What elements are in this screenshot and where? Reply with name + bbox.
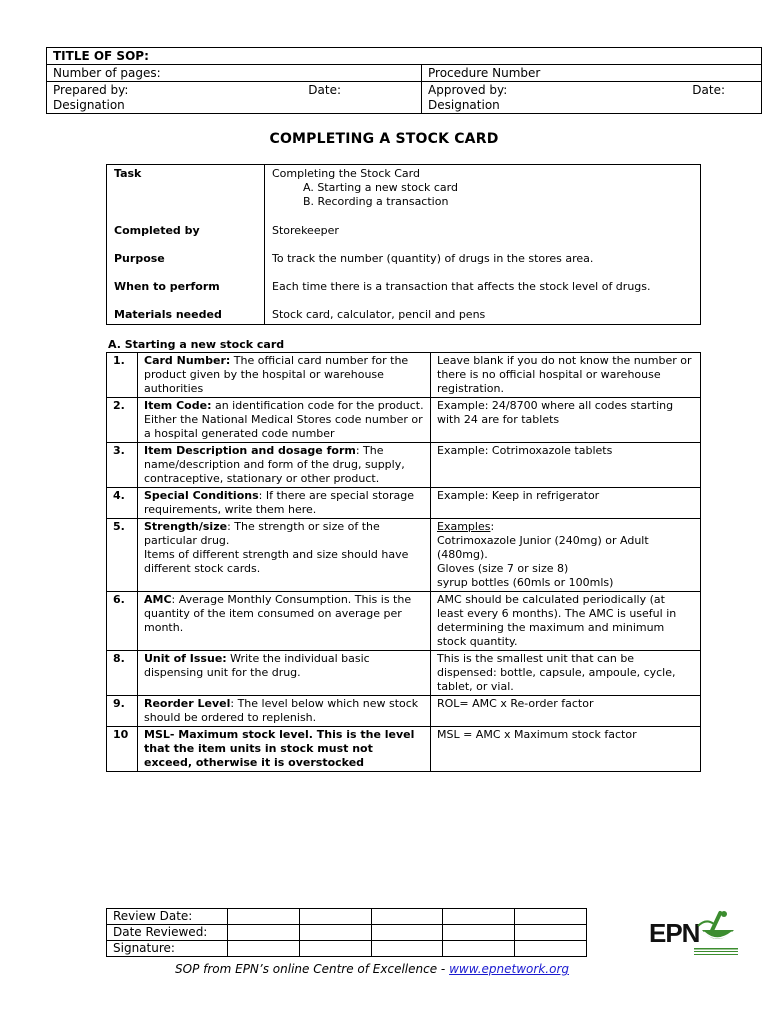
section-a-heading: A. Starting a new stock card	[108, 338, 285, 351]
example-line: syrup bottles (60mls or 100mls)	[437, 576, 614, 589]
table-row	[107, 398, 701, 443]
field-description	[138, 519, 431, 592]
when-to-perform-value: Each time there is a transaction that affects the stock level of drugs.	[272, 280, 651, 293]
field-description	[138, 398, 431, 443]
examples-heading: Examples	[437, 520, 491, 533]
stock-card-fields-table	[106, 352, 701, 772]
table-row	[107, 696, 701, 727]
sop-header-table	[46, 47, 762, 114]
table-row	[107, 488, 701, 519]
prepared-date-label: Date:	[308, 83, 341, 97]
task-sub-a: A. Starting a new stock card	[303, 181, 458, 194]
field-note: Leave blank if you do not know the number or there is no official hospital or warehouse registration.	[431, 353, 701, 398]
field-description	[138, 651, 431, 696]
row-number: 4.	[107, 488, 138, 519]
review-cell[interactable]	[299, 925, 371, 941]
task-value	[272, 167, 693, 224]
table-row	[107, 727, 701, 772]
epn-logo	[648, 908, 740, 958]
table-row	[107, 592, 701, 651]
table-row	[107, 353, 701, 398]
field-term: MSL- Maximum stock level. This is the level that the item units in stock must not exceed, otherwise it is overstocked	[144, 728, 415, 769]
review-cell[interactable]	[443, 925, 515, 941]
field-term: Card Number:	[144, 354, 231, 367]
review-cell[interactable]	[299, 909, 371, 925]
footer-text: SOP from EPN’s online Centre of Excellence -	[175, 962, 450, 976]
when-to-perform-label: When to perform	[114, 280, 220, 293]
review-cell[interactable]	[228, 909, 300, 925]
field-desc: : The name/description and form of the drug, supply, contraceptive, stationary or other product.	[144, 444, 405, 485]
field-note: ROL= AMC x Re-order factor	[431, 696, 701, 727]
field-description	[138, 443, 431, 488]
field-description	[138, 353, 431, 398]
review-cell[interactable]	[371, 925, 443, 941]
field-desc: The official card number for the product given by the hospital or warehouse authorities	[144, 354, 409, 395]
field-description	[138, 592, 431, 651]
row-number: 2.	[107, 398, 138, 443]
designation-left-label: Designation	[53, 98, 125, 112]
completed-by-label: Completed by	[114, 224, 200, 237]
field-desc: : Average Monthly Consumption. This is the quantity of the item consumed on average per month.	[144, 593, 412, 634]
field-term: Item Code:	[144, 399, 212, 412]
completed-by-value: Storekeeper	[272, 224, 339, 237]
page-title: COMPLETING A STOCK CARD	[269, 131, 499, 147]
field-note	[431, 519, 701, 592]
field-note: Example: Cotrimoxazole tablets	[431, 443, 701, 488]
field-description	[138, 488, 431, 519]
field-note: This is the smallest unit that can be dispensed: bottle, capsule, ampoule, cycle, tablet, or vial.	[431, 651, 701, 696]
field-desc: : If there are special storage requirements, write them here.	[144, 489, 415, 516]
review-cell[interactable]	[299, 941, 371, 957]
row-number: 8.	[107, 651, 138, 696]
row-number: 3.	[107, 443, 138, 488]
row-number: 9.	[107, 696, 138, 727]
field-note: MSL = AMC x Maximum stock factor	[431, 727, 701, 772]
procedure-number-label: Procedure Number	[422, 65, 762, 82]
prepared-by-label: Prepared by:	[53, 83, 129, 97]
task-labels-cell	[107, 165, 265, 325]
field-desc: : The strength or size of the particular drug.	[144, 520, 380, 547]
row-number: 5.	[107, 519, 138, 592]
purpose-value: To track the number (quantity) of drugs in the stores area.	[272, 252, 594, 265]
signature-label: Signature:	[107, 941, 228, 957]
task-label: Task	[114, 167, 142, 180]
approved-by-label: Approved by:	[428, 83, 508, 97]
review-cell[interactable]	[371, 909, 443, 925]
footer-note	[175, 962, 569, 976]
review-date-label: Review Date:	[107, 909, 228, 925]
table-row	[107, 443, 701, 488]
field-desc-extra: Items of different strength and size should have different stock cards.	[144, 548, 409, 575]
table-row	[107, 651, 701, 696]
example-line: Gloves (size 7 or size 8)	[437, 562, 569, 575]
row-number: 10	[107, 727, 138, 772]
epn-logo-text: EPN	[649, 918, 700, 948]
field-description	[138, 727, 431, 772]
example-line: Cotrimoxazole Junior (240mg) or Adult (480mg).	[437, 534, 649, 561]
materials-needed-value: Stock card, calculator, pencil and pens	[272, 308, 486, 321]
review-cell[interactable]	[515, 941, 587, 957]
review-cell[interactable]	[228, 925, 300, 941]
date-reviewed-label: Date Reviewed:	[107, 925, 228, 941]
epnetwork-link[interactable]: www.epnetwork.org	[449, 962, 569, 976]
task-sub-b: B. Recording a transaction	[303, 195, 449, 208]
examples-colon: :	[490, 520, 495, 533]
review-cell[interactable]	[371, 941, 443, 957]
prepared-by-cell	[47, 82, 422, 114]
title-of-sop-label: TITLE OF SOP:	[47, 48, 762, 65]
task-values-cell	[265, 165, 701, 325]
purpose-label: Purpose	[114, 252, 165, 265]
designation-right-label: Designation	[428, 98, 500, 112]
approved-by-cell	[422, 82, 762, 114]
table-row	[107, 519, 701, 592]
approved-date-label: Date:	[692, 83, 725, 97]
field-note: AMC should be calculated periodically (at least every 6 months). The AMC is useful in determining the maximum and minimum stock quantity.	[431, 592, 701, 651]
field-description	[138, 696, 431, 727]
review-cell[interactable]	[515, 925, 587, 941]
field-term: Unit of Issue:	[144, 652, 227, 665]
field-note: Example: Keep in refrigerator	[431, 488, 701, 519]
review-table	[106, 908, 587, 957]
review-cell[interactable]	[443, 941, 515, 957]
field-term: AMC	[144, 593, 172, 606]
field-term: Reorder Level	[144, 697, 231, 710]
review-cell[interactable]	[515, 909, 587, 925]
field-term: Strength/size	[144, 520, 228, 533]
review-cell[interactable]	[228, 941, 300, 957]
field-desc: : The level below which new stock should be ordered to replenish.	[144, 697, 419, 724]
field-desc: Write the individual basic dispensing unit for the drug.	[144, 652, 370, 679]
number-of-pages-label: Number of pages:	[47, 65, 422, 82]
mortar-pestle-icon	[694, 908, 740, 958]
task-main-text: Completing the Stock Card	[272, 167, 420, 180]
field-note: Example: 24/8700 where all codes starting with 24 are for tablets	[431, 398, 701, 443]
task-table	[106, 164, 701, 325]
field-term: Special Conditions	[144, 489, 259, 502]
field-term: Item Description and dosage form	[144, 444, 356, 457]
row-number: 6.	[107, 592, 138, 651]
materials-needed-label: Materials needed	[114, 308, 222, 321]
field-desc: an identification code for the product. Either the National Medical Stores code number or a hospital generated code number	[144, 399, 424, 440]
review-cell[interactable]	[443, 909, 515, 925]
row-number: 1.	[107, 353, 138, 398]
